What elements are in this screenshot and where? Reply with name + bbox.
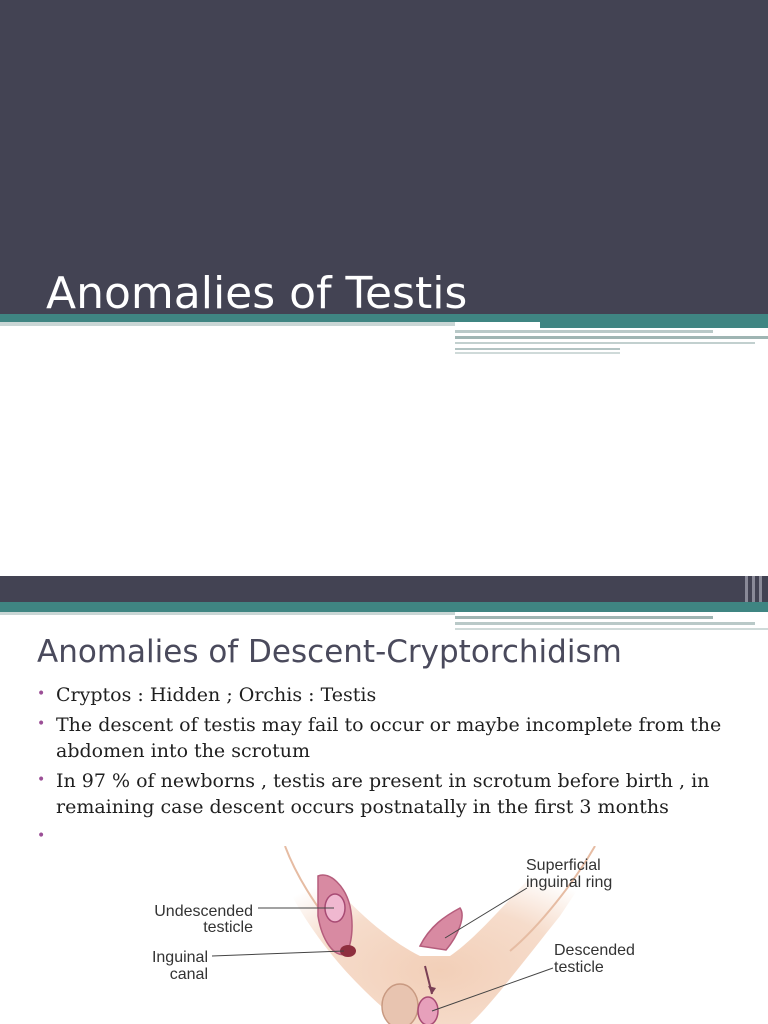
accent-line bbox=[0, 322, 455, 326]
bullet-item: • The descent of testis may fail to occur or maybe incomplete from the abdomen into the scrotum bbox=[37, 714, 722, 762]
accent-line bbox=[455, 348, 620, 350]
content-title: Anomalies of Descent-Cryptorchidism bbox=[37, 634, 622, 670]
slide-title: Anomalies of Testis bbox=[46, 268, 468, 319]
anatomy-diagram bbox=[0, 846, 768, 1024]
accent-bar bbox=[0, 602, 768, 612]
bullet-icon: • bbox=[37, 686, 46, 702]
bullet-icon: • bbox=[37, 828, 46, 844]
header-band bbox=[0, 0, 768, 314]
label-superficial-ring: Superficial bbox=[526, 857, 601, 874]
bullet-item: • Cryptos : Hidden ; Orchis : Testis bbox=[37, 684, 377, 706]
label-inguinal-canal: canal bbox=[169, 966, 208, 983]
bullet-item: • In 97 % of newborns , testis are present in scrotum before birth , in remaining case descent occurs postnatally in the first 3 months bbox=[37, 770, 710, 818]
accent-bar-right bbox=[540, 314, 768, 328]
bullet-icon: • bbox=[37, 716, 46, 732]
accent-line bbox=[455, 352, 620, 354]
accent-line bbox=[455, 622, 755, 625]
bullet-icon: • bbox=[37, 772, 46, 788]
accent-line bbox=[0, 612, 455, 615]
bullet-list bbox=[37, 682, 737, 844]
label-undescended: Undescended bbox=[154, 903, 253, 920]
header-band bbox=[0, 576, 768, 602]
undescended-testicle bbox=[318, 875, 356, 957]
accent-line bbox=[455, 336, 768, 339]
label-undescended: testicle bbox=[203, 919, 253, 936]
label-superficial-ring: inguinal ring bbox=[526, 874, 613, 891]
label-inguinal-canal: Inguinal bbox=[151, 949, 208, 966]
label-descended: testicle bbox=[554, 959, 604, 976]
accent-line bbox=[455, 628, 768, 630]
accent-line bbox=[455, 616, 713, 619]
label-descended: Descended bbox=[554, 942, 635, 959]
accent-line bbox=[455, 342, 755, 344]
accent-line bbox=[455, 330, 713, 333]
